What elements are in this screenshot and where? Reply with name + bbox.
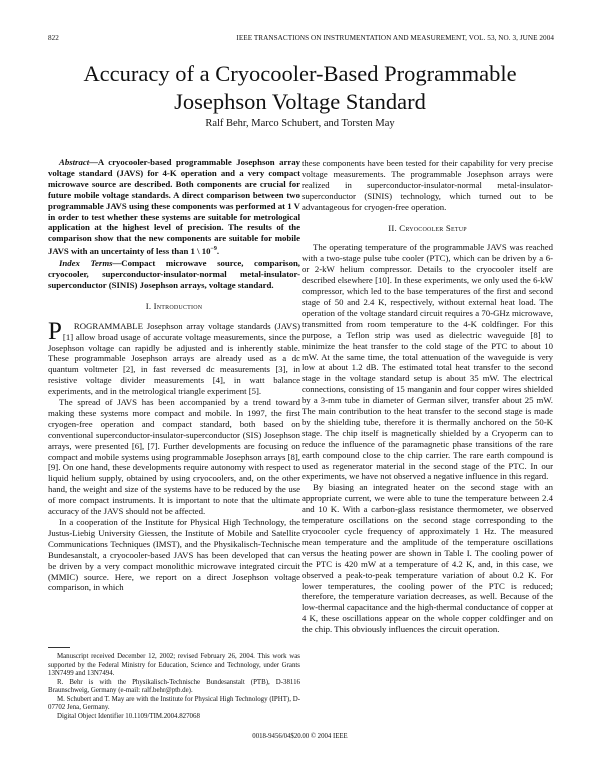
index-terms — [48, 258, 300, 291]
journal-header: IEEE TRANSACTIONS ON INSTRUMENTATION AND MEASUREMENT, VOL. 53, NO. 3, JUNE 2004 — [236, 34, 554, 42]
section-numeral: I. — [145, 300, 154, 311]
title-line-1: Accuracy of a Cryocooler-Based Programmable — [83, 61, 517, 86]
page-header — [0, 34, 600, 46]
paper-title — [0, 60, 600, 116]
abstract-text: —A cryocooler-based programmable Josephson array voltage standard (JAVS) for 4-K operation and a very compact microwave source are described. Both components are crucial for future mobile voltage standards. A direct comparison between two programmable JAVS using these components was performed at 1 V in order to test whether these systems are suitable for metrological application at the highest level of precision. The results of the comparison show that the new components are suitable for mobile JAVS with an uncertainty of less than 1 \ 10 — [48, 157, 300, 257]
section-title: Introduction — [153, 300, 203, 311]
right-column — [302, 158, 553, 635]
section-numeral: II. — [388, 222, 400, 233]
section-title: Cryocooler Setup — [399, 222, 467, 233]
index-terms-label: Index Terms — [59, 258, 113, 269]
intro-text: Josephson array voltage standards (JAVS) [1] allow broad usage of accurate voltage measurements, since the Josephson voltage can rapidly be adjusted and is inherently stable. These programmable Josephson arrays are already used as a dc quantum voltmeter [2], in fast reversed dc measurements [3], in resistive voltage divider measurements [4], in watt balance experiments, and in the metrological triangle experiment [5]. — [48, 320, 300, 397]
index-terms-text: —Compact microwave source, comparison, cryocooler, superconductor-insulator-normal metal-insulator-superconductor (SINIS) Josephson arrays, voltage standard. — [48, 258, 300, 290]
footnote-behr: R. Behr is with the Physikalisch-Technische Bundesanstalt (PTB), D-38116 Braunschweig, Germany (e-mail: ralf.behr@ptb.de). — [48, 678, 300, 694]
intro-lead: ROGRAMMABLE — [73, 320, 143, 331]
intro-paragraph-3: In a cooperation of the Institute for Physical High Technology, the Justus-Liebig University Giessen, the Institute of Mobile and Satellite Communications Techniques (IMST), and the Physikalisch-Technische Bundesanstalt, a cryocooler-based JAVS has been developed that can be driven by a very compact monolithic microwave integrated circuit (MMIC) source. Here, we report on a direct Josephson voltage comparison, in which — [48, 517, 300, 593]
footnote-schubert-may: M. Schubert and T. May are with the Institute for Physical High Technology (IPHT), D-07702 Jena, Germany. — [48, 695, 300, 711]
abstract-label: Abstract — [59, 157, 90, 167]
page-number: 822 — [48, 34, 59, 42]
right-paragraph-0: these components have been tested for their capability for very precise voltage measurements. The programmable Josephson arrays were realized in superconductor-insulator-normal metal-insulator-superconductor (SINIS) technology, which turned out to be advantageous for cryogen-free operation. — [302, 158, 553, 212]
abstract: Abstract—A cryocooler-based programmable Josephson array voltage standard (JAVS) for 4-K operation and a very compact microwave source are described. Both components are crucial for future mobile voltage standards. A direct comparison between two programmable JAVS using these components was performed at 1 V in order to test whether these systems are suitable for metrological application at the highest level of precision. The results of the comparison show that the new components are suitable for mobile JAVS with an uncertainty of less than 1 \ $10^{-9}$. — [48, 157, 300, 257]
footnote — [48, 653, 300, 721]
intro-paragraph-1 — [48, 317, 300, 397]
section-heading-introduction — [48, 301, 300, 312]
drop-cap: P — [48, 317, 62, 345]
intro-paragraph-2: The spread of JAVS has been accompanied by a trend toward making these systems more compact and mobile. In 1997, the first cryogen-free operation and compact standard, both based on conventional superconductor-insulator-superconductor (SIS) Josephson arrays, were presented [6], [7]. Further developments are focusing on compact and mobile systems using programmable Josephson arrays [8], [9]. On one hand, these developments require autonomy with respect to liquid helium supply, obtained by using cryocoolers, and, on the other hand, the weight and size of the systems have to be reduced by the use of more compact instruments. It is important to note that the ultimate accuracy of the JAVS should not be affected. — [48, 397, 300, 517]
authors: Ralf Behr, Marco Schubert, and Torsten May — [205, 118, 395, 129]
setup-paragraph-1: The operating temperature of the programmable JAVS was reached with a two-stage pulse tube cooler (PTC), which can be driven by a 6- or 2-kW helium compressor. Details to the cryocooler itself are described elsewhere [10]. In these experiments, we only used the 6-kW compressor, which led to the base temperatures of the first and second stage of 50 and 2.4 K, respectively, without external heat load. The operation of the voltage standard circuit requires a 70-GHz microwave, transmitted from room temperature to the 4-K coldfinger. For this purpose, a Teflon strip was used as dielectric waveguide [8] to minimize the heat transfer to the cold stage of the PTC to about 10 mW. At the same time, the total attenuation of the waveguide is very low at about 1.2 dB. The estimated total heat transfer to the second stage in the voltage standard setup is about 35 mW. The electrical connections, consisting of 15 manganin and four copper wires shielded by a 3-mm tube in diameter of German silver, transfer about 25 mW. The main contribution to the heat transfer to the second stage is made by the shielding tube, therefore it is thermally anchored on the 50-K stage. The chip itself is magnetically shielded by a Cryoperm can to reduce the influence of the paramagnetic phase transitions of the rare earth compound close to the chip carrier. The rare earth compound is used as regenerator material in the second stage of the PTC. In our experiments, we have not observed a negative influence in this regard. — [302, 242, 553, 482]
footnote-manuscript: Manuscript received December 12, 2002; revised February 26, 2004. This work was supported by the Federal Ministry for Education, Science and Technology, under Grants 13N7499 and 13N7494. — [48, 653, 300, 677]
setup-paragraph-2: By biasing an integrated heater on the second stage with an appropriate current, we were able to tune the temperature between 2.4 and 10 K. With a carbon-glass resistance thermometer, we observed temperature oscillations on the second stage corresponding to the cryocooler cycle frequency of approximately 1 Hz. The measured mean temperature and the amplitude of the temperature oscillations versus the heating power are shown in Table I. The cooling power of the PTC is 420 mW at a temperature of 4.2 K, and, in this case, we observed a peak-to-peak temperature variation of about 0.2 K. For lower temperatures, the cooling power of the PTC is reduced; therefore, the temperature variation decreases, as well. Because of the low-thermal capacitance and the high-thermal conductance of copper at 4 K, these oscillations appear on the whole copper coldfinger and on the chip. This obviously influences the circuit operation. — [302, 482, 553, 635]
left-column — [48, 157, 300, 593]
footnote-doi: Digital Object Identifier 10.1109/TIM.2004.827068 — [57, 712, 200, 720]
footnote-rule — [48, 647, 70, 648]
section-heading-cryocooler — [302, 223, 553, 234]
copyright-footer: 0018-9456/04$20.00 © 2004 IEEE — [252, 733, 348, 740]
title-line-2: Josephson Voltage Standard — [174, 89, 426, 114]
